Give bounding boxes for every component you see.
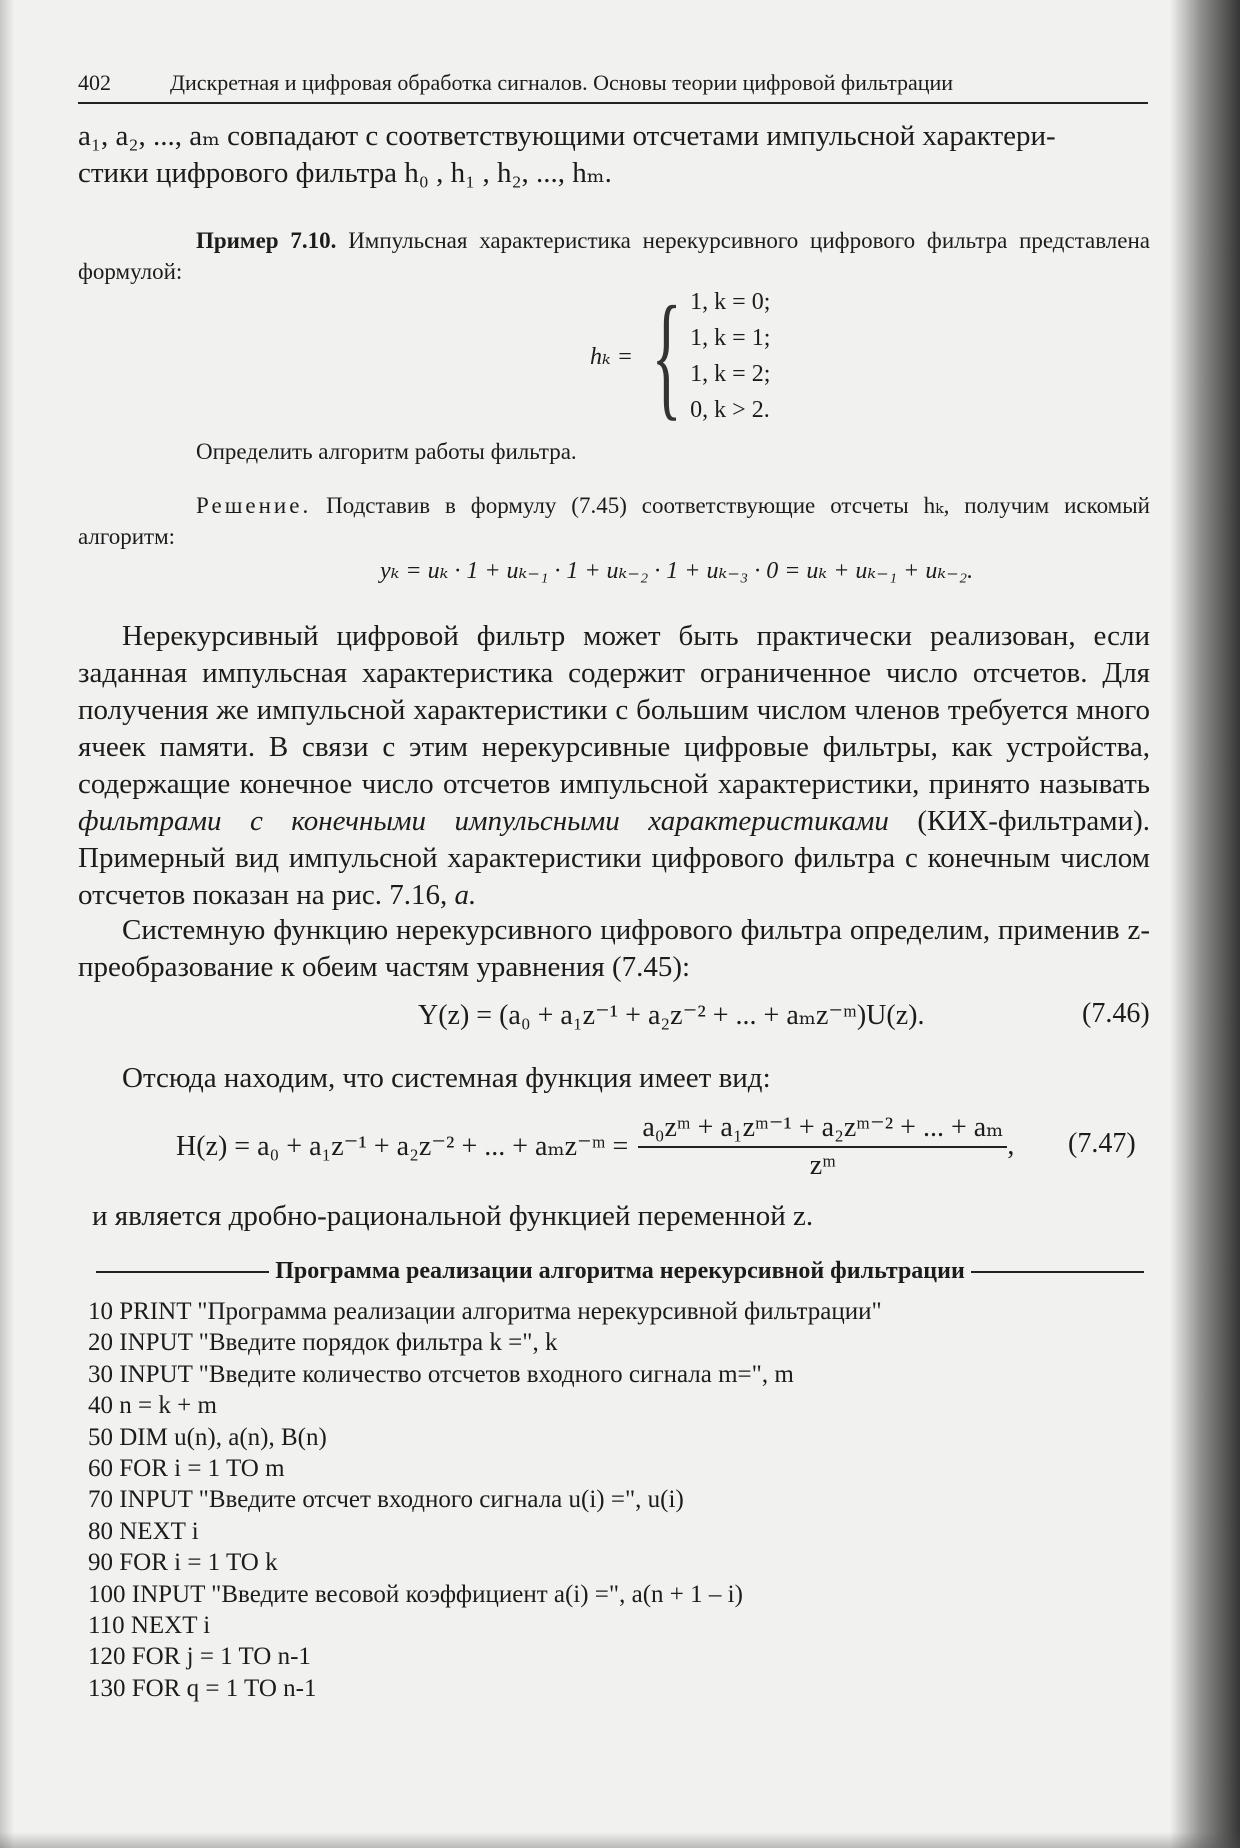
code-line: 130 FOR q = 1 TO n-1 [88,1674,317,1702]
title-rule-left [96,1271,269,1273]
paragraph-fir-text: Нерекурсивный цифровой фильтр может быть практически реализован, если заданная импульсная характеристика содержит ограниченное число отсчетов. Для получения же импульсной характеристики с большим числом членов требуется много ячеек памяти. В связи с этим нерекурсивные цифровые фильтры, как устройства, содержащие конечное число отсчетов импульсной характеристики, принято называть [78,620,1150,800]
intro-paragraph [78,118,1150,192]
paragraph-fir-continuation: (КИХ-фильтрами). Примерный вид импульсной характеристики цифрового фильтра с конечным числом отсчетов показан на рис. 7.16, [78,805,1151,911]
left-brace: { [651,278,682,433]
page-bottom-edge [0,1832,1240,1848]
paragraph-rational: и является дробно-рациональной функцией переменной z. [92,1200,814,1232]
equation-number-7-46: (7.46) [1082,998,1150,1029]
fraction-denominator: zᵐ [809,1150,836,1181]
code-line: 30 INPUT "Введите количество отсчетов входного сигнала m=", m [88,1360,794,1388]
case-row: 0, k > 2. [690,397,770,423]
equation-7-47-trailing: , [1007,1130,1015,1161]
case-row: 1, k = 2; [690,361,771,387]
code-line: 90 FOR i = 1 TO k [88,1549,278,1577]
code-line: 60 FOR i = 1 TO m [88,1455,285,1483]
page-number: 402 [78,70,111,95]
title-rule-right [971,1271,1144,1273]
cases-rows [690,284,770,428]
example-text: Импульсная характеристика нерекурсивного цифрового фильтра представлена формулой: [78,228,1150,284]
code-line: 50 DIM u(n), a(n), B(n) [88,1423,327,1451]
case-row: 1, k = 0; [690,289,771,315]
solution-text: Подставив в формулу (7.45) соответствующие отсчеты hₖ, получим искомый алгоритм: [78,493,1150,549]
impulse-response-formula [590,278,771,433]
paragraph-system-function: Системную функцию нерекурсивного цифрового фильтра определим, применив z-преобразование к обеим частям уравнения (7.45): [78,914,1150,983]
case-row: 1, k = 1; [690,325,771,351]
code-line: 20 INPUT "Введите порядок фильтра k =", k [88,1329,558,1357]
paragraph-hence: Отсюда находим, что системная функция имеет вид: [122,1062,771,1094]
figure-reference: а. [454,879,477,911]
solution-label: Решение. [196,493,312,518]
book-spine-shadow [1170,0,1240,1848]
example-task: Определить алгоритм работы фильтра. [196,439,577,464]
formula-lhs: hₖ = [590,343,633,370]
program-title: Программа реализации алгоритма нерекурсивной фильтрации [275,1258,965,1284]
code-line: 110 NEXT i [88,1612,211,1640]
code-line: 70 INPUT "Введите отсчет входного сигнала u(i) =", u(i) [88,1486,684,1514]
paragraph-fir [78,618,1150,914]
intro-line-2: стики цифрового фильтра h₀ , h₁ , h₂, ..., hₘ. [78,157,612,189]
equation-7-47-lhs: H(z) = a₀ + a₁z⁻¹ + a₂z⁻² + ... + aₘz⁻ᵐ = [176,1131,629,1162]
equation-7-47-fraction [638,1110,1007,1182]
page-left-edge [0,0,14,1848]
code-line: 100 INPUT "Введите весовой коэффициент a(i) =", a(n + 1 – i) [88,1580,743,1608]
solution-formula: yₖ = uₖ · 1 + uₖ₋₁ · 1 + uₖ₋₂ · 1 + uₖ₋₃ · 0 = uₖ + uₖ₋₁ + uₖ₋₂. [380,558,974,584]
equation-number-7-47: (7.47) [1068,1128,1136,1159]
program-listing [88,1296,882,1704]
running-header [78,70,1148,104]
example-label: Пример 7.10. [196,228,337,253]
running-title: Дискретная и цифровая обработка сигналов. Основы теории цифровой фильтрации [170,70,954,95]
code-line: 120 FOR j = 1 TO n-1 [88,1643,311,1671]
code-line: 40 n = k + m [88,1392,217,1420]
equation-7-46: Y(z) = (a₀ + a₁z⁻¹ + a₂z⁻² + ... + aₘz⁻ᵐ)U(z). [418,1000,925,1031]
fraction-numerator: a₀zᵐ + a₁zᵐ⁻¹ + a₂zᵐ⁻² + ... + aₘ [638,1110,1007,1148]
equation-7-47 [176,1110,1014,1182]
code-line: 10 PRINT "Программа реализации алгоритма нерекурсивной фильтрации" [88,1298,882,1325]
fir-term: фильтрами с конечными импульсными характеристиками [78,805,889,837]
intro-line-1: a₁, a₂, ..., aₘ совпадают с соответствующими отсчетами импульсной характери- [78,120,1056,152]
program-title-bar [90,1258,1150,1285]
example-statement [78,225,1150,287]
code-line: 80 NEXT i [88,1517,199,1545]
solution-paragraph [78,490,1150,552]
